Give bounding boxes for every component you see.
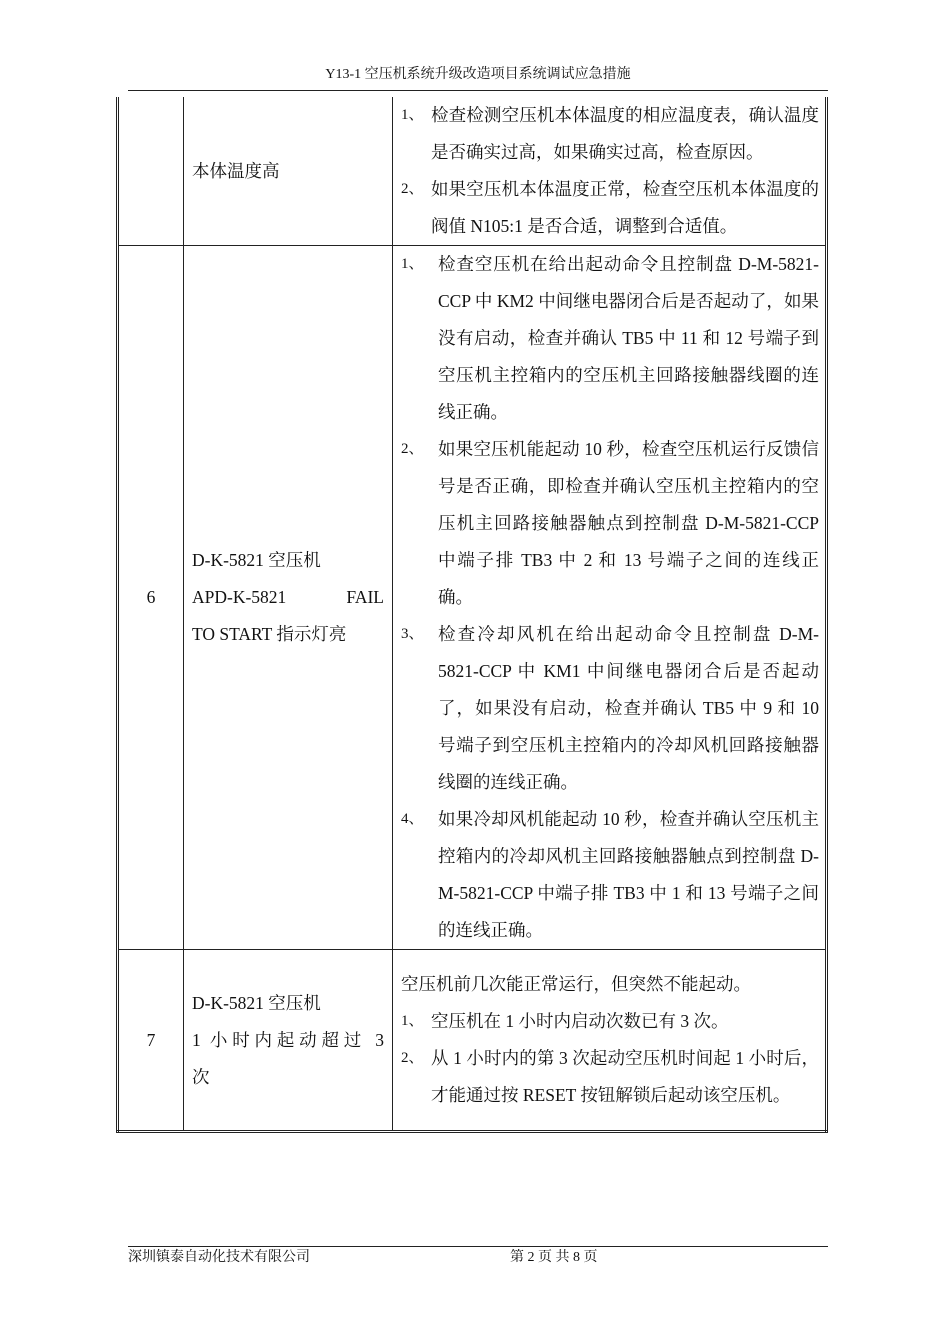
list-item	[401, 431, 819, 616]
item-number: 2、	[401, 1050, 424, 1066]
row-number: 6	[118, 246, 184, 950]
item-number: 3、	[401, 626, 424, 642]
measure-detail	[393, 97, 827, 246]
list-item	[401, 171, 819, 245]
item-text: 从 1 小时内的第 3 次起动空压机时间起 1 小时后，才能通过按 RESET 按钮解锁后起动该空压机。	[431, 1048, 819, 1105]
list-item	[401, 1003, 819, 1040]
item-number: 4、	[401, 811, 424, 827]
fault-title-line: D-K-5821 空压机	[192, 992, 321, 1013]
fault-title-line: D-K-5821 空压机	[192, 550, 321, 570]
table-row	[118, 950, 827, 1132]
table-row	[118, 97, 827, 246]
item-text: 如果空压机能起动 10 秒，检查空压机运行反馈信号是否正确，即检查并确认空压机主控箱内的空压机主回路接触器触点到控制盘 D-M-5821-CCP 中端子排 TB3 中 2 和 13 号端子之间的连线正确。	[438, 439, 819, 607]
fault-title-line: TO START 指示灯亮	[192, 624, 347, 644]
row-number: 7	[118, 950, 184, 1132]
item-number: 1、	[401, 107, 424, 123]
list-item	[401, 246, 819, 431]
fault-title	[184, 950, 393, 1132]
item-number: 2、	[401, 441, 424, 457]
list-item	[401, 801, 819, 949]
company-name: 深圳镇泰自动化技术有限公司	[128, 1250, 310, 1265]
item-number: 1、	[401, 1013, 424, 1029]
item-text: 检查冷却风机在给出起动命令且控制盘 D-M-5821-CCP 中 KM1 中间继电器闭合后是否起动了，如果没有启动，检查并确认 TB5 中 9 和 10 号端子到空压机主控箱内的冷却风机回路接触器线圈的连线正确。	[438, 624, 819, 792]
fault-title-line: APD-K-5821 FAIL	[192, 587, 384, 607]
measures-table	[116, 97, 828, 1133]
item-text: 空压机在 1 小时内启动次数已有 3 次。	[431, 1011, 729, 1031]
list-item	[401, 1040, 819, 1114]
document-title: Y13-1 空压机系统升级改造项目系统调试应急措施	[325, 67, 631, 82]
row-number	[118, 97, 184, 246]
item-text: 检查空压机在给出起动命令且控制盘 D-M-5821-CCP 中 KM2 中间继电器闭合后是否起动了，如果没有启动，检查并确认 TB5 中 11 和 12 号端子到空压机主控箱内的空压机主回路接触器线圈的连线正确。	[438, 254, 819, 422]
measure-detail	[393, 950, 827, 1132]
fault-title	[184, 246, 393, 950]
situation-intro: 空压机前几次能正常运行，但突然不能起动。	[401, 974, 751, 994]
page-number: 第 2 页 共 8 页	[510, 1250, 598, 1265]
item-number: 1、	[401, 256, 424, 272]
fault-title-line: 1 小时内起动超过 3	[192, 1029, 384, 1050]
fault-title-line: 本体温度高	[192, 160, 280, 181]
item-text: 检查检测空压机本体温度的相应温度表，确认温度是否确实过高，如果确实过高，检查原因。	[431, 105, 819, 162]
list-item	[401, 616, 819, 801]
item-text: 如果空压机本体温度正常，检查空压机本体温度的阀值 N105:1 是否合适，调整到合适值。	[431, 179, 819, 236]
item-number: 2、	[401, 181, 424, 197]
measure-detail	[393, 246, 827, 950]
fault-title	[184, 97, 393, 246]
item-text: 如果冷却风机能起动 10 秒，检查并确认空压机主控箱内的冷却风机主回路接触器触点到控制盘 D-M-5821-CCP 中端子排 TB3 中 1 和 13 号端子之间的连线正确。	[438, 809, 819, 940]
list-item	[401, 97, 819, 171]
fault-title-line: 次	[192, 1066, 210, 1087]
page-footer	[128, 1246, 828, 1269]
page-header	[128, 64, 828, 91]
table-row	[118, 246, 827, 950]
